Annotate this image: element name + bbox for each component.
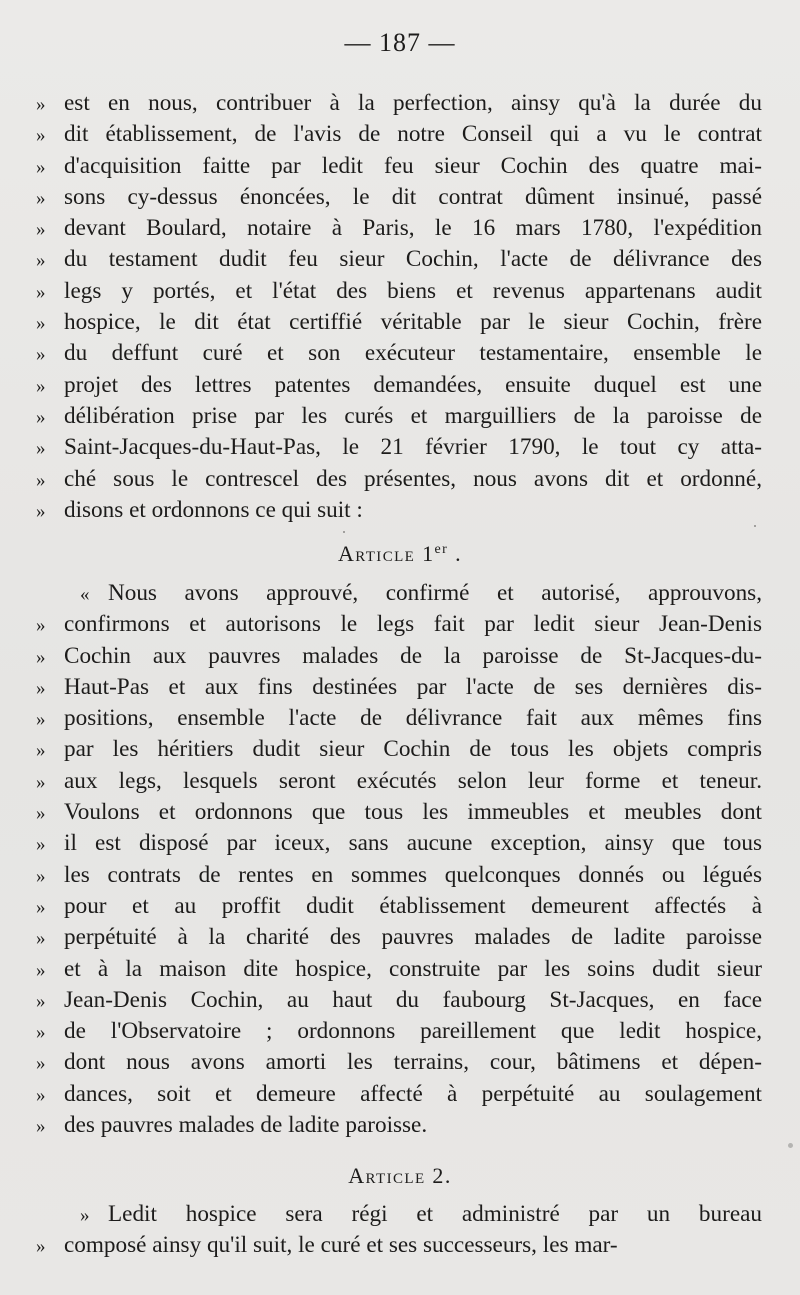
quotation-mark: » [36, 469, 46, 491]
article-2-heading [0, 1163, 800, 1189]
quotation-mark: » [36, 1116, 46, 1138]
quotation-mark: » [36, 896, 46, 918]
article-1-heading-text: Article 1 [337, 541, 435, 566]
article-1-heading-sup: er [434, 542, 449, 557]
text-line [36, 828, 762, 859]
line-text: Cochin aux pauvres malades de la paroisse de St-Jacques-du- [64, 642, 762, 669]
text-line [36, 1016, 762, 1047]
article-2-body [36, 1199, 762, 1262]
line-text: projet des lettres patentes demandées, ensuite duquel est une [64, 371, 762, 398]
line-text: est en nous, contribuer à la perfection, ainsy qu'à la durée du [64, 90, 762, 116]
text-line [36, 401, 762, 432]
text-line [36, 276, 762, 307]
line-text: de l'Observatoire ; ordonnons pareillement que ledit hospice, [64, 1018, 762, 1045]
quotation-mark: » [36, 990, 46, 1012]
line-text: Jean-Denis Cochin, au haut du faubourg St-Jacques, en face [64, 986, 762, 1013]
line-text: devant Boulard, notaire à Paris, le 16 mars 1780, l'expédition [64, 215, 762, 242]
quotation-mark: » [36, 187, 46, 209]
quotation-mark: » [36, 406, 46, 428]
line-text: par les héritiers dudit sieur Cochin de tous les objets compris [64, 736, 762, 763]
text-line [36, 182, 762, 213]
line-text: Voulons et ordonnons que tous les immeubles et meubles dont [64, 799, 762, 826]
line-text: dont nous avons amorti les terrains, cour, bâtimens et dépen- [64, 1049, 762, 1076]
text-line [36, 578, 762, 609]
text-line [36, 88, 762, 119]
text-line [36, 370, 762, 401]
quotation-mark: » [36, 709, 46, 731]
line-text: hospice, le dit état certiffié véritable par le sieur Cochin, frère [64, 309, 762, 336]
text-line [36, 954, 762, 985]
article-1-heading-suffix: . [455, 541, 463, 566]
quotation-mark: » [36, 928, 46, 950]
quotation-mark: » [36, 646, 46, 668]
text-line [36, 244, 762, 275]
line-text: les contrats de rentes en sommes quelconques donnés ou légués [64, 861, 762, 888]
text-line [36, 641, 762, 672]
line-text: composé ainsy qu'il suit, le curé et ses successeurs, les mar- [64, 1232, 618, 1259]
line-text: aux legs, lesquels seront exécutés selon leur forme et teneur. [64, 767, 762, 794]
line-text: du testament dudit feu sieur Cochin, l'acte de délivrance des [64, 246, 762, 273]
quotation-mark: » [36, 740, 46, 762]
text-line [36, 213, 762, 244]
line-text: dances, soit et demeure affecté à perpétuité au soulagement [64, 1080, 762, 1107]
quotation-mark: » [36, 344, 46, 366]
quotation-mark: » [36, 1022, 46, 1044]
line-text: Nous avons approuvé, confirmé et autorisé, approuvons, [108, 580, 762, 606]
quotation-mark: » [36, 281, 46, 303]
text-line [36, 1199, 762, 1230]
text-line [36, 672, 762, 703]
text-line [36, 464, 762, 495]
quotation-mark: » [36, 125, 46, 147]
text-line [36, 985, 762, 1016]
paper-speck [788, 1143, 793, 1148]
line-text: pour et au proffit dudit établissement demeurent affectés à [64, 892, 762, 919]
line-text: Saint-Jacques-du-Haut-Pas, le 21 février 1790, le tout cy atta- [64, 434, 762, 461]
line-text: du deffunt curé et son exécuteur testamentaire, ensemble le [64, 340, 762, 367]
line-text: délibération prise par les curés et marguilliers de la paroisse de [64, 402, 762, 429]
quotation-mark: » [36, 1084, 46, 1106]
quotation-mark: » [36, 865, 46, 887]
text-line [36, 860, 762, 891]
quotation-mark: » [36, 615, 46, 637]
text-line [36, 495, 762, 526]
text-line [36, 1079, 762, 1110]
text-line [36, 1047, 762, 1078]
line-text: des pauvres malades de ladite paroisse. [64, 1112, 428, 1139]
line-text: dit établissement, de l'avis de notre Conseil qui a vu le contrat [64, 121, 762, 148]
text-line [36, 734, 762, 765]
text-line [36, 338, 762, 369]
page-number: — 187 — [344, 28, 456, 57]
article-2-heading-text: Article 2. [348, 1163, 452, 1188]
quotation-mark: » [36, 438, 46, 460]
quotation-mark: » [36, 94, 46, 115]
quotation-mark: » [36, 219, 46, 241]
text-line [36, 703, 762, 734]
quotation-mark: » [36, 375, 46, 397]
quotation-mark: » [36, 156, 46, 178]
text-line [36, 922, 762, 953]
quotation-mark: » [36, 313, 46, 335]
quotation-mark: » [36, 803, 46, 825]
text-line [36, 307, 762, 338]
quotation-mark: « [80, 584, 90, 605]
line-text: disons et ordonnons ce qui suit : [64, 496, 363, 523]
quotation-mark: » [36, 1053, 46, 1075]
paper-speck [343, 531, 345, 533]
paper-speck [754, 525, 756, 527]
quotation-mark: » [36, 500, 46, 522]
paragraph-preamble [36, 88, 762, 526]
line-text: positions, ensemble l'acte de délivrance fait aux mêmes fins [64, 705, 762, 732]
line-text: sons cy-dessus énoncées, le dit contrat dûment insinué, passé [64, 183, 762, 210]
article-1-body [36, 578, 762, 1141]
text-line [36, 151, 762, 182]
line-text: perpétuité à la charité des pauvres malades de ladite paroisse [64, 924, 762, 951]
quotation-mark: » [36, 250, 46, 272]
text-line [36, 1110, 762, 1141]
quotation-mark: » [36, 834, 46, 856]
line-text: legs y portés, et l'état des biens et revenus appartenans audit [64, 277, 762, 304]
article-1-heading [0, 541, 800, 567]
line-text: confirmons et autorisons le legs fait par ledit sieur Jean-Denis [64, 611, 762, 638]
line-text: Ledit hospice sera régi et administré par un bureau [108, 1201, 762, 1227]
line-text: ché sous le contrescel des présentes, nous avons dit et ordonné, [64, 465, 762, 492]
text-line [36, 766, 762, 797]
text-line [36, 1230, 762, 1261]
quotation-mark: » [36, 771, 46, 793]
text-line [36, 432, 762, 463]
line-text: Haut-Pas et aux fins destinées par l'acte de ses dernières dis- [64, 673, 762, 700]
quotation-mark: » [36, 959, 46, 981]
quotation-mark: » [80, 1205, 90, 1226]
line-text: et à la maison dite hospice, construite par les soins dudit sieur [64, 955, 762, 982]
text-line [36, 797, 762, 828]
line-text: d'acquisition faitte par ledit feu sieur Cochin des quatre mai- [64, 152, 762, 179]
text-line [36, 891, 762, 922]
text-line [36, 119, 762, 150]
text-line [36, 609, 762, 640]
quotation-mark: » [36, 677, 46, 699]
line-text: il est disposé par iceux, sans aucune exception, ainsy que tous [64, 830, 762, 857]
quotation-mark: » [36, 1236, 46, 1258]
